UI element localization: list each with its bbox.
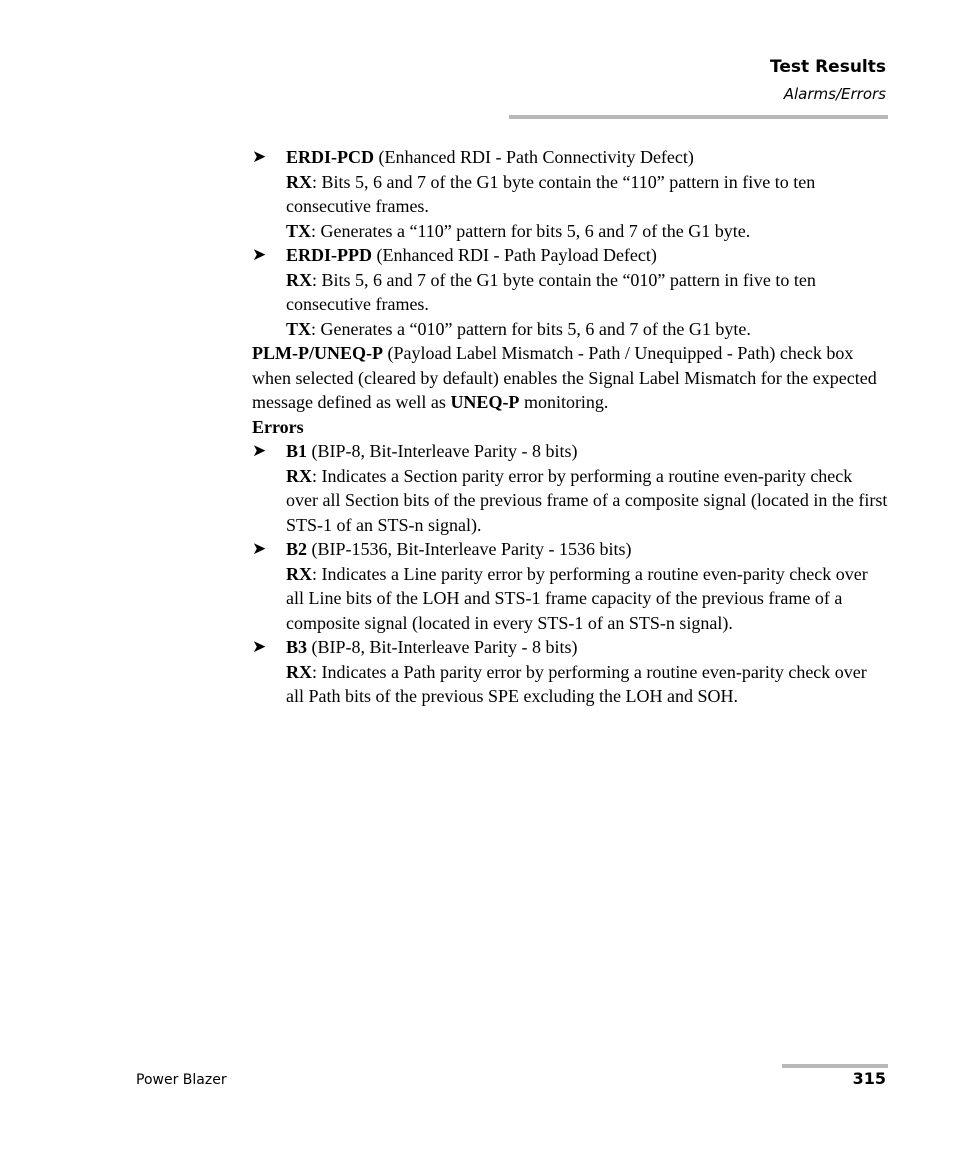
erdi-ppd-rx: [252, 268, 888, 317]
plm-text-2: monitoring.: [519, 392, 609, 412]
b2-rx: [252, 562, 888, 636]
plm-text-1: (Payload Label Mismatch - Path / Unequipped - Path) check box when selected (cleared by default) enables the Signal Label Mismatch for the expected message defined as well as: [252, 343, 877, 412]
plm-paragraph: [252, 341, 888, 415]
footer-product-name: Power Blazer: [136, 1072, 227, 1088]
desc-erdi-ppd: (Enhanced RDI - Path Payload Defect): [372, 245, 657, 265]
chapter-title: Test Results: [770, 57, 886, 77]
bullet-b3: [252, 635, 888, 660]
erdi-pcd-rx: [252, 170, 888, 219]
rx-label: RX: [286, 563, 312, 584]
term-erdi-ppd: ERDI-PPD: [286, 245, 372, 265]
tx-text: : Generates a “010” pattern for bits 5, 6 and 7 of the G1 byte.: [311, 318, 751, 339]
bullet-erdi-pcd: [252, 145, 888, 170]
bullet-arrow-icon: ➤: [252, 637, 267, 656]
bullet-b2: [252, 537, 888, 562]
rx-text: : Indicates a Line parity error by performing a routine even-parity check over all Line bits of the LOH and STS-1 frame capacity of the previous frame of a composite signal (located in every STS-1 of an STS-n signal).: [286, 563, 868, 633]
rx-text: : Bits 5, 6 and 7 of the G1 byte contain the “010” pattern in five to ten consecutive frames.: [286, 269, 816, 314]
tx-text: : Generates a “110” pattern for bits 5, 6 and 7 of the G1 byte.: [311, 220, 751, 241]
desc-b3: (BIP-8, Bit-Interleave Parity - 8 bits): [307, 637, 578, 657]
bullet-arrow-icon: ➤: [252, 539, 267, 558]
header-divider: [509, 115, 888, 119]
bullet-arrow-icon: ➤: [252, 441, 267, 460]
footer-divider: [782, 1064, 888, 1068]
bullet-arrow-icon: ➤: [252, 147, 267, 166]
term-b3: B3: [286, 637, 308, 657]
term-plm: PLM-P/UNEQ-P: [252, 343, 383, 363]
desc-b2: (BIP-1536, Bit-Interleave Parity - 1536 bits): [307, 539, 632, 559]
erdi-pcd-tx: [252, 219, 888, 244]
term-erdi-pcd: ERDI-PCD: [286, 147, 374, 167]
rx-label: RX: [286, 465, 312, 486]
bullet-arrow-icon: ➤: [252, 245, 267, 264]
rx-label: RX: [286, 661, 312, 682]
term-b2: B2: [286, 539, 308, 559]
section-title: Alarms/Errors: [783, 85, 886, 103]
b3-rx: [252, 660, 888, 709]
desc-b1: (BIP-8, Bit-Interleave Parity - 8 bits): [307, 441, 578, 461]
tx-label: TX: [286, 318, 312, 339]
page-body: [252, 145, 888, 709]
term-b1: B1: [286, 441, 308, 461]
rx-label: RX: [286, 171, 312, 192]
page-number: 315: [852, 1069, 886, 1088]
rx-text: : Indicates a Path parity error by performing a routine even-parity check over all Path bits of the previous SPE excluding the LOH and SOH.: [286, 661, 867, 706]
page-header: [770, 56, 886, 104]
term-uneq: UNEQ-P: [450, 392, 520, 412]
rx-text: : Indicates a Section parity error by performing a routine even-parity check over all Section bits of the previous frame of a composite signal (located in the first STS-1 of an STS-n signal).: [286, 465, 888, 535]
b1-rx: [252, 464, 888, 538]
desc-erdi-pcd: (Enhanced RDI - Path Connectivity Defect): [374, 147, 694, 167]
tx-label: TX: [286, 220, 312, 241]
rx-label: RX: [286, 269, 312, 290]
erdi-ppd-tx: [252, 317, 888, 342]
bullet-b1: [252, 439, 888, 464]
bullet-erdi-ppd: [252, 243, 888, 268]
errors-heading: Errors: [252, 416, 304, 437]
rx-text: : Bits 5, 6 and 7 of the G1 byte contain the “110” pattern in five to ten consecutive frames.: [286, 171, 816, 216]
